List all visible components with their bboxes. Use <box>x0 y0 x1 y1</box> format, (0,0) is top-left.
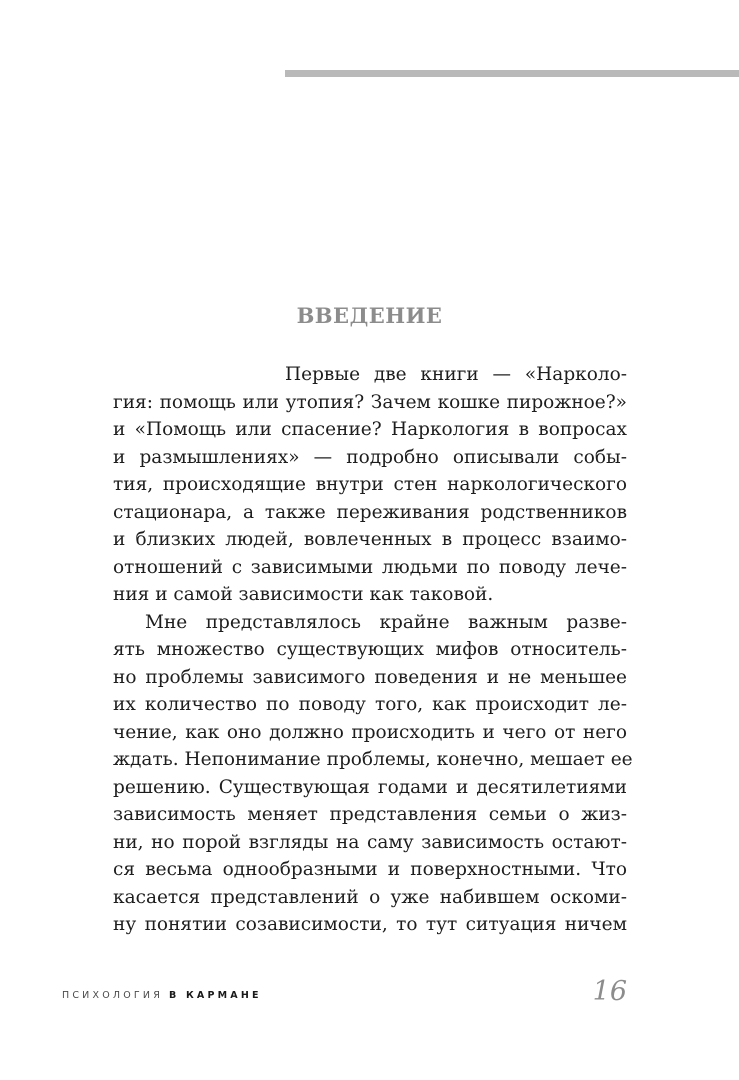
chapter-heading: ВВЕДЕНИЕ <box>296 303 443 328</box>
text-line: касается представлений о уже набившем оскоми- <box>113 886 627 908</box>
top-rule <box>285 70 739 77</box>
text-line: тия, происходящие внутри стен наркологического <box>113 474 627 495</box>
text-line: их количество по поводу того, как происходит ле- <box>113 694 627 715</box>
text-line: ждать. Непонимание проблемы, конечно, мешает ее <box>113 749 633 770</box>
page-number: 16 <box>592 976 627 1007</box>
text-line: ся весьма однообразными и поверхностными. Что <box>113 859 627 880</box>
text-line: стационара, а также переживания родственников <box>113 501 627 523</box>
text-line: Мне представлялось крайне важным разве- <box>145 611 627 633</box>
text-line: ять множество существующих мифов относитель- <box>113 639 627 660</box>
text-line: ния и самой зависимости как таковой. <box>113 584 494 605</box>
text-line: но проблемы зависимого поведения и не меньшее <box>113 666 627 688</box>
text-line: зависимость меняет представления семьи о жиз- <box>113 804 627 825</box>
body-text <box>113 361 633 939</box>
series-title-light: ПСИХОЛОГИЯ <box>62 990 163 1001</box>
text-line: ни, но порой взгляды на саму зависимость остают- <box>113 831 627 853</box>
text-line: и «Помощь или спасение? Наркология в вопросах <box>113 419 627 440</box>
text-line: и размышлениях» — подробно описывали собы- <box>113 446 627 468</box>
series-title <box>62 990 262 1001</box>
text-line: Первые две книги — «Нарколо- <box>285 364 627 385</box>
text-line: чение, как оно должно происходить и чего от него <box>113 721 627 743</box>
text-line: ну понятии созависимости, то тут ситуация ничем <box>113 914 627 935</box>
series-title-bold: В КАРМАНЕ <box>169 990 262 1001</box>
text-line: и близких людей, вовлеченных в процесс взаимо- <box>113 529 627 550</box>
text-line: отношений с зависимыми людьми по поводу лече- <box>113 556 627 578</box>
text-line: гия: помощь или утопия? Зачем кошке пирожное?» <box>113 391 627 413</box>
text-line: решению. Существующая годами и десятилетиями <box>113 776 627 798</box>
